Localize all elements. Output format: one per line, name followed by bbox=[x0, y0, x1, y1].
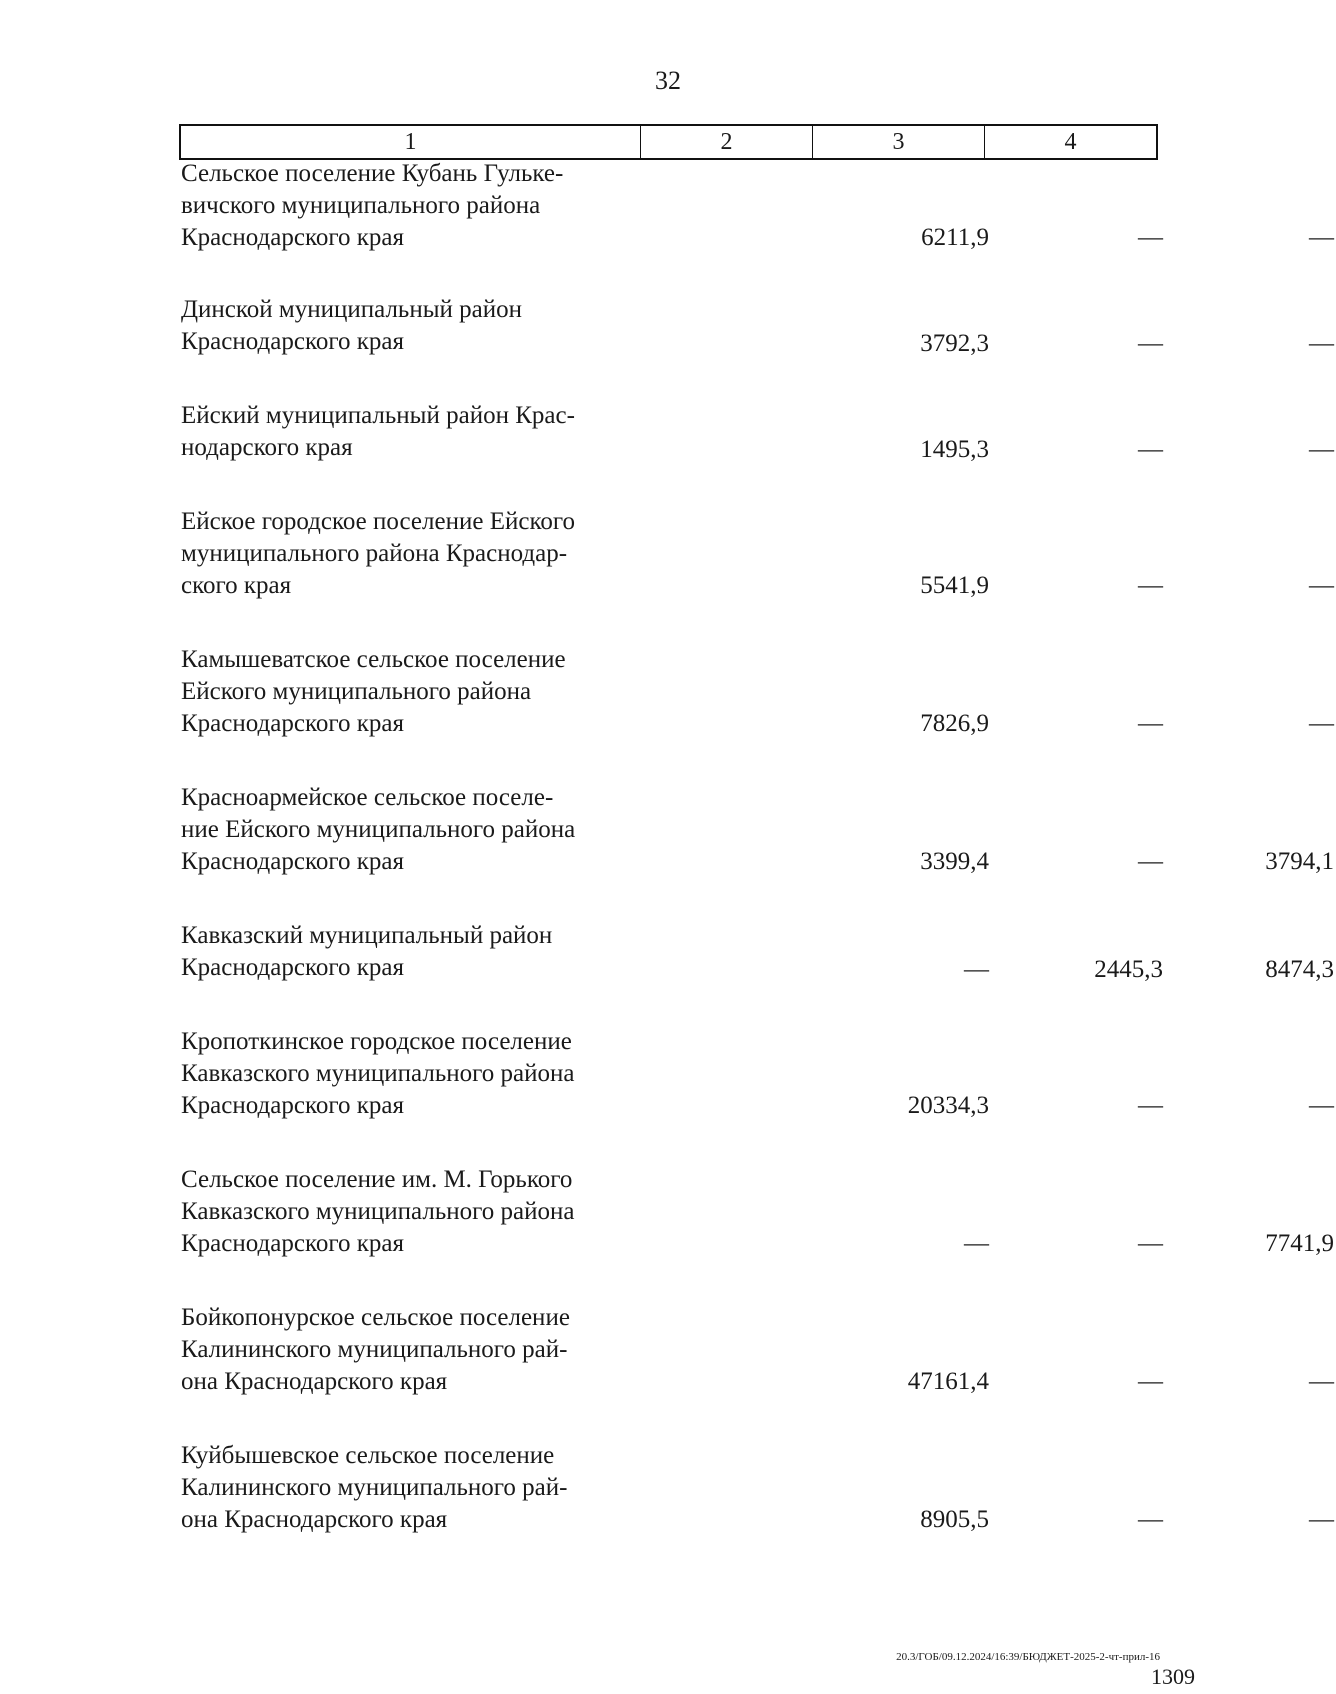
value-col-4: — bbox=[1309, 436, 1334, 463]
value-col-4: — bbox=[1309, 1506, 1334, 1533]
value-col-4: 7741,9 bbox=[1265, 1230, 1334, 1257]
value-col-3: — bbox=[1138, 1506, 1163, 1533]
sheet-number: 1309 bbox=[1151, 1664, 1195, 1689]
value-col-2: — bbox=[964, 956, 989, 983]
column-header-1: 1 bbox=[181, 126, 641, 158]
value-col-3: — bbox=[1138, 710, 1163, 737]
value-col-4: — bbox=[1309, 330, 1334, 357]
column-header-3: 3 bbox=[813, 126, 985, 158]
value-col-2: 47161,4 bbox=[907, 1368, 989, 1395]
value-col-2: 7826,9 bbox=[920, 710, 989, 737]
value-col-4: 8474,3 bbox=[1265, 956, 1334, 983]
value-col-4: — bbox=[1309, 224, 1334, 251]
value-col-2: 1495,3 bbox=[920, 436, 989, 463]
value-col-4: 3794,1 bbox=[1265, 848, 1334, 875]
value-col-3: — bbox=[1138, 1230, 1163, 1257]
value-col-3: — bbox=[1138, 848, 1163, 875]
row-name: Кавказский муниципальный район Краснодарского края bbox=[181, 922, 553, 981]
value-col-2: 20334,3 bbox=[907, 1092, 989, 1119]
value-col-4: — bbox=[1309, 1368, 1334, 1395]
value-col-3: — bbox=[1138, 224, 1163, 251]
value-col-2: 5541,9 bbox=[920, 572, 989, 599]
value-col-4: — bbox=[1309, 710, 1334, 737]
value-col-2: 3399,4 bbox=[920, 848, 989, 875]
row-name: Ейское городское поселение Ейского муниципального района Краснодар- ского края bbox=[181, 508, 575, 599]
row-name: Красноармейское сельское поселе- ние Ейского муниципального района Краснодарского края bbox=[181, 784, 576, 875]
value-col-2: — bbox=[964, 1230, 989, 1257]
column-header-2: 2 bbox=[641, 126, 813, 158]
row-name: Ейский муниципальный район Крас- нодарского края bbox=[181, 402, 575, 461]
value-col-3: — bbox=[1138, 330, 1163, 357]
value-col-3: — bbox=[1138, 436, 1163, 463]
row-name: Куйбышевское сельское поселение Калининского муниципального рай- она Краснодарского края bbox=[181, 1442, 568, 1533]
value-col-3: 2445,3 bbox=[1094, 956, 1163, 983]
row-name: Динской муниципальный район Краснодарского края bbox=[181, 296, 522, 355]
row-name: Сельское поселение им. М. Горького Кавказского муниципального района Краснодарского края bbox=[181, 1166, 575, 1257]
row-name: Кропоткинское городское поселение Кавказского муниципального района Краснодарского края bbox=[181, 1028, 575, 1119]
row-name: Камышеватское сельское поселение Ейского муниципального района Краснодарского края bbox=[181, 646, 566, 737]
page-number: 32 bbox=[655, 66, 681, 95]
value-col-3: — bbox=[1138, 572, 1163, 599]
value-col-2: 3792,3 bbox=[920, 330, 989, 357]
row-name: Бойкопонурское сельское поселение Калининского муниципального рай- она Краснодарского края bbox=[181, 1304, 570, 1395]
value-col-2: 6211,9 bbox=[921, 224, 989, 251]
column-header-4: 4 bbox=[1064, 128, 1077, 155]
row-name: Сельское поселение Кубань Гульке- вичского муниципального района Краснодарского края bbox=[181, 160, 564, 251]
value-col-3: — bbox=[1138, 1368, 1163, 1395]
value-col-2: 8905,5 bbox=[920, 1506, 989, 1533]
value-col-4: — bbox=[1309, 572, 1334, 599]
value-col-4: — bbox=[1309, 1092, 1334, 1119]
table-header bbox=[179, 124, 1158, 160]
value-col-3: — bbox=[1138, 1092, 1163, 1119]
document-code: 20.3/ГОБ/09.12.2024/16:39/БЮДЖЕТ-2025-2-чт-прил-16 bbox=[896, 1651, 1160, 1663]
